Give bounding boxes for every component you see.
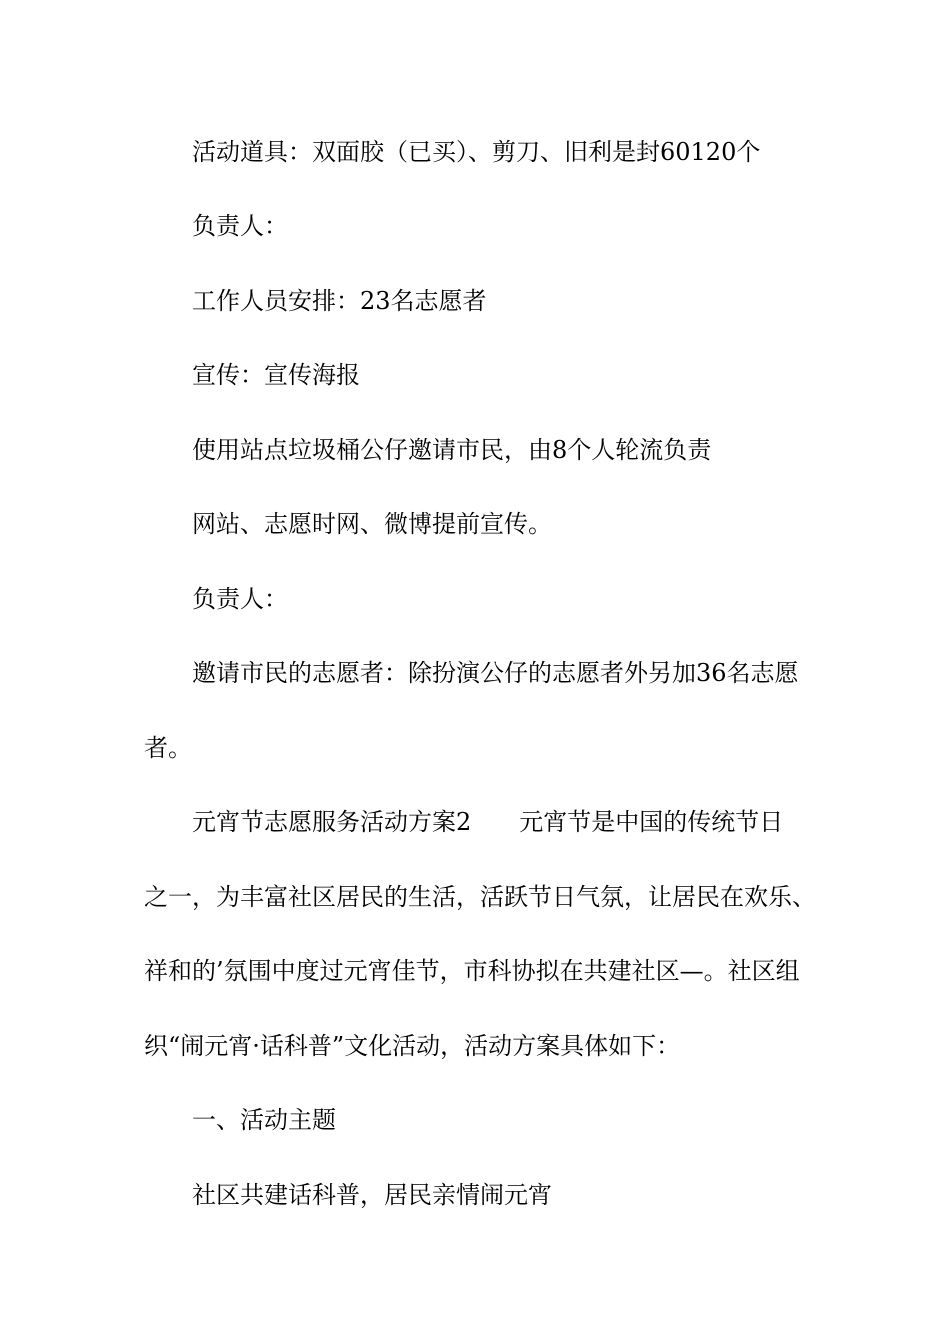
paragraph-online-publicity: 网站、志愿时网、微博提前宣传。 [192, 510, 552, 538]
section-heading-theme: 一、活动主题 [192, 1106, 336, 1134]
paragraph-plan-intro-1: 之一，为丰富社区居民的生活，活跃节日气氛，让居民在欢乐、 [144, 883, 816, 911]
paragraph-plan-intro-2: 祥和的’氛围中度过元宵佳节，市科协拟在共建社区—。社区组 [144, 957, 800, 985]
paragraph-invite-volunteers: 邀请市民的志愿者：除扮演公仔的志愿者外另加36名志愿 [192, 659, 799, 687]
plan-intro-start: 元宵节是中国的传统节日 [519, 808, 784, 836]
paragraph-theme: 社区共建话科普，居民亲情闹元宵 [192, 1181, 552, 1209]
paragraph-mascot-invite: 使用站点垃圾桶公仔邀请市民，由8个人轮流负责 [192, 436, 712, 464]
paragraph-plan-heading [192, 804, 872, 840]
paragraph-person-in-charge-1: 负责人： [192, 212, 288, 240]
paragraph-invite-volunteers-cont: 者。 [144, 734, 192, 762]
paragraph-props: 活动道具：双面胶（已买）、剪刀、旧利是封60120个 [192, 138, 761, 166]
paragraph-publicity: 宣传：宣传海报 [192, 361, 360, 389]
paragraph-person-in-charge-2: 负责人： [192, 585, 288, 613]
paragraph-staff: 工作人员安排：23名志愿者 [192, 287, 487, 315]
plan-title: 元宵节志愿服务活动方案2 [192, 808, 472, 836]
paragraph-plan-intro-3: 织“闹元宵·话科普”文化活动，活动方案具体如下： [144, 1032, 681, 1060]
